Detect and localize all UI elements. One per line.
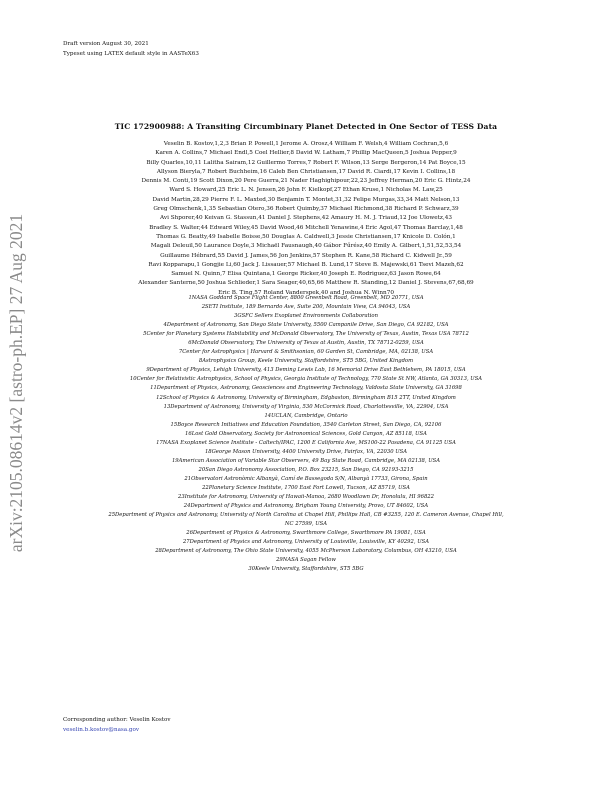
- author-line: Veselin B. Kostov,1,2,3 Brian P. Powell,1 Jerome A. Orosz,4 William F. Welsh,4 William Cochran,5,6: [163, 141, 449, 147]
- author-line: Karen A. Collins,7 Michael Endl,5 Coel Hellier,8 David W. Latham,7 Phillip MacQueen,5 Joshua Pepper,9: [155, 150, 457, 157]
- affiliation-line: 23Institute for Astronomy, University of Hawaii-Manoa, 2680 Woodlawn Dr, Honolulu, HI 96822: [178, 494, 434, 501]
- author-line: Bradley S. Walter,44 Edward Wiley,45 David Wood,46 Mitchell Yenawine,4 Eric Agol,47 Thomas Barclay,1,48: [149, 224, 463, 231]
- affiliation-line: 8Astrophysics Group, Keele University, Staffordshire, ST5 5BG, United Kingdom: [198, 358, 414, 365]
- affiliation-line: 3GSFC Sellers Exoplanet Environments Collaboration: [234, 313, 378, 320]
- affiliation-line: 25Department of Physics and Astronomy, University of North Carolina at Chapel Hill, Phillips Hall, CB #3255, 120 E. Cameron Avenue, Chapel Hill,: [108, 512, 504, 519]
- author-list: [34, 140, 578, 298]
- affiliation-line: 14UCLAN, Cambridge, Ontario: [264, 412, 348, 419]
- affiliation-line: 30Keele University, Staffordshire, ST5 5BG: [248, 566, 364, 573]
- corresponding-author-label: Corresponding author: Veselin Kostov: [63, 717, 171, 723]
- paper-title: TIC 172900988: A Transiting Circumbinary Planet Detected in One Sector of TESS Data: [114, 122, 498, 131]
- draft-version-line: Draft version August 30, 2021: [63, 41, 149, 47]
- affiliation-line: 26Department of Physics & Astronomy, Swarthmore College, Swarthmore PA 19081, USA: [186, 530, 426, 537]
- author-line: Ravi Kopparapu,1 Gongjie Li,60 Jack J. Lissauer,57 Michael B. Lund,17 Steve B. Majewski,61 Tsevi Mazeh,62: [148, 261, 464, 268]
- author-line: Ward S. Howard,25 Eric L. N. Jensen,26 John F. Kielkopf,27 Ethan Kruse,1 Nicholas M. Law,25: [169, 187, 443, 194]
- affiliation-line: 10Center for Relativistic Astrophysics, School of Physics, Georgia Institute of Technology, 770 State St NW, Atlanta, GA 30313, USA: [129, 376, 483, 383]
- corresponding-author-block: [63, 715, 171, 735]
- arxiv-sidebar: [0, 0, 32, 792]
- affiliation-line: 5Center for Planetary Systems Habitability and McDonald Observatory, The University of Texas, Austin, Texas USA 78712: [143, 331, 469, 338]
- affiliation-line: 4Department of Astronomy, San Diego State University, 5500 Campanile Drive, San Diego, CA 92182, USA: [163, 322, 449, 329]
- affiliation-line: 11Department of Physics, Astronomy, Geosciences and Engineering Technology, Valdosta State University, GA 31698: [150, 385, 462, 392]
- affiliation-line: 24Department of Physics and Astronomy, Brigham Young University, Provo, UT 84602, USA: [183, 503, 429, 510]
- author-line: Guillaume Hébrard,55 David J. James,56 Jon Jenkins,57 Stephen R. Kane,58 Richard C. Kidwell Jr.,59: [160, 252, 452, 259]
- corresponding-author-email[interactable]: veselin.b.kostov@nasa.gov: [63, 727, 139, 733]
- affiliation-line: 7Center for Astrophysics | Harvard & Smithsonian, 60 Garden St, Cambridge, MA, 02138, USA: [178, 349, 434, 356]
- author-line: Thomas G. Beatty,49 Isabelle Boisse,50 Douglas A. Caldwell,3 Jessie Christiansen,17 Knicole D. Colón,1: [156, 233, 456, 240]
- affiliation-list: [30, 294, 582, 574]
- affiliation-line: 16Lost Gold Observatory, Society for Astronomical Sciences, Gold Canyon, AZ 85118, USA: [185, 430, 427, 437]
- affiliation-line: 29NASA Sagan Fellow: [276, 557, 336, 564]
- draft-header: [63, 40, 199, 59]
- affiliation-line: 27Department of Physics and Astronomy, University of Louisville, Louisville, KY 40292, USA: [182, 539, 430, 546]
- author-line: Avi Shporer,40 Keivan G. Stassun,41 Daniel J. Stephens,42 Amaury H. M. J. Triaud,12 Joe Ulowetz,43: [160, 215, 452, 222]
- affiliation-line: 15Boyce Research Initiatives and Education Foundation, 3540 Carleton Street, San Diego, CA, 92106: [170, 421, 442, 428]
- author-line: David Martin,28,29 Pierre F. L. Maxted,30 Benjamin T. Montet,31,32 Felipe Murgas,33,34 Matt Nelson,13: [152, 196, 460, 203]
- author-line: Greg Olmschenk,1,35 Sebastian Otero,36 Robert Quimby,37 Michael Richmond,38 Richard P. Schwarz,39: [153, 206, 459, 213]
- affiliation-line: 13Department of Astronomy, University of Virginia, 530 McCormick Road, Charlottesville, VA, 22904, USA: [163, 403, 449, 410]
- affiliation-line: 22Planetary Science Institute, 1700 East Fort Lowell, Tucson, AZ 85719, USA: [202, 484, 410, 491]
- author-line: Alexander Santerne,50 Joshua Schlieder,1 Sara Seager,40,65,66 Matthew R. Standing,12 Daniel J. Stevens,67,68,69: [138, 280, 474, 287]
- author-line: Allyson Bieryla,7 Robert Buchheim,16 Caleb Ben Christiansen,17 David R. Ciardi,17 Kevin I. Collins,18: [156, 168, 456, 175]
- author-line: Samuel N. Quinn,7 Elisa Quintana,1 George Ricker,40 Joseph E. Rodriguez,63 Jason Rowe,64: [171, 271, 441, 278]
- affiliation-line: 9Department of Physics, Lehigh University, 413 Deming Lewis Lab, 16 Memorial Drive East Bethlehem, PA 18015, USA: [146, 367, 466, 374]
- affiliation-line: 20San Diego Astronomy Association, P.O. Box 23215, San Diego, CA 92193-3215: [198, 466, 414, 473]
- affiliation-line: 19American Association of Variable Star Observers, 49 Bay State Road, Cambridge, MA 02138, USA: [171, 457, 441, 464]
- affiliation-line: 12School of Physics & Astronomy, University of Birmingham, Edgbaston, Birmingham B15 2TT, United Kingdom: [156, 394, 456, 401]
- arxiv-identifier-stamp: arXiv:2105.08614v2 [astro-ph.EP] 27 Aug 2021: [6, 213, 26, 553]
- affiliation-line: 21Observatori Astronòmic Albanyà, Camí de Bassegoda S/N, Albanyà 17733, Girona, Spain: [184, 475, 428, 482]
- affiliation-line: 6McDonald Observatory, The University of Texas at Austin, Austin, TX 78712-0259, USA: [188, 340, 424, 347]
- affiliation-line: 28Department of Astronomy, The Ohio State University, 4055 McPherson Laboratory, Columbus, OH 43210, USA: [155, 548, 457, 555]
- author-line: Eric B. Ting,57 Roland Vanderspek,40 and Joshua N. Winn70: [218, 289, 394, 296]
- author-line: Magali Deleuil,50 Laurance Doyle,3 Michaël Fausnaugh,40 Gábor Fűrész,40 Emily A. Gilbert,1,51,52,53,54: [150, 243, 462, 250]
- affiliation-line: 18George Mason University, 4400 University Drive, Fairfax, VA, 22030 USA: [204, 448, 408, 455]
- affiliation-line: 1NASA Goddard Space Flight Center, 8800 Greenbelt Road, Greenbelt, MD 20771, USA: [188, 295, 424, 301]
- author-line: Dennis M. Conti,19 Scott Dixon,20 Pere Guerra,21 Nader Haghighipour,22,23 Jeffrey Herman,20 Eric G. Hintz,24: [141, 178, 471, 185]
- affiliation-line: 17NASA Exoplanet Science Institute - Caltech/IPAC, 1200 E California Ave, MS100-22 Pasadena, CA 91125 USA: [156, 439, 456, 446]
- affiliation-line: 2SETI Institute, 189 Bernardo Ave, Suite 200, Mountain View, CA 94043, USA: [201, 304, 411, 311]
- author-line: Billy Quarles,10,11 Lalitha Sairam,12 Guillermo Torres,7 Robert F. Wilson,13 Serge Bergeron,14 Pat Boyce,15: [146, 159, 466, 166]
- affiliation-line: NC 27599, USA: [284, 521, 328, 528]
- typeset-line: Typeset using LATEX default style in AASTeX63: [63, 50, 199, 57]
